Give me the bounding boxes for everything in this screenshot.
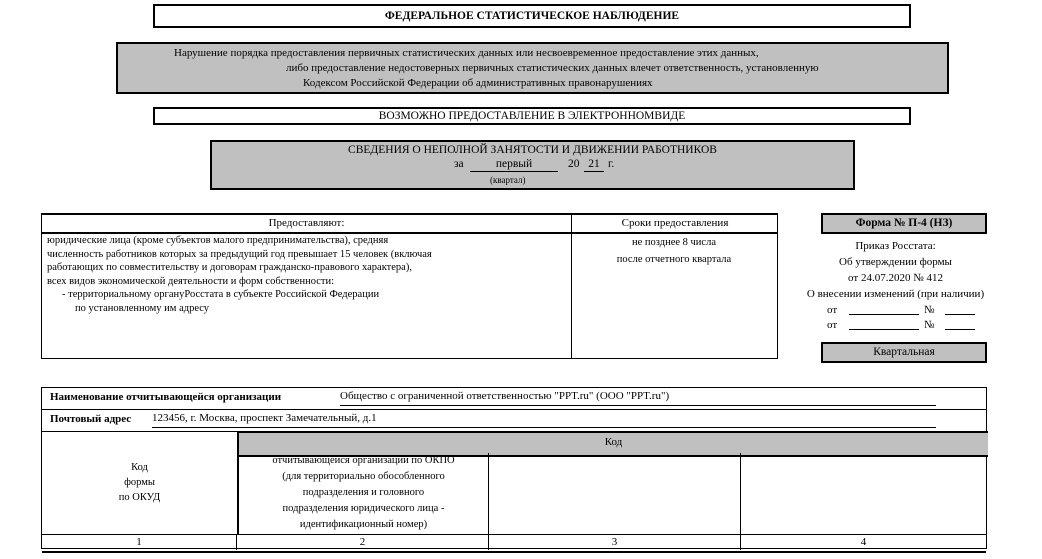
- address-field[interactable]: 123456, г. Москва, проспект Замечательный, д.1: [152, 412, 936, 428]
- okpo-line: подразделения юридического лица -: [282, 503, 445, 514]
- column-number: 4: [860, 536, 867, 548]
- column-number: 3: [489, 535, 741, 550]
- federal-observation-banner: [153, 4, 911, 28]
- okud-line: формы: [124, 477, 155, 488]
- okpo-line: отчитывающейся организации по ОКПО: [272, 455, 455, 466]
- order-line: Приказ Росстата:: [855, 240, 936, 252]
- period-za-label: за: [454, 158, 464, 170]
- amendment-number-label: №: [924, 304, 935, 316]
- okpo-line: подразделения и головного: [302, 487, 425, 498]
- amendment-date-label: от: [827, 304, 838, 316]
- okud-line: по ОКУД: [118, 492, 161, 503]
- column-numbers-row: [42, 534, 986, 553]
- amendment-date-field[interactable]: [849, 329, 919, 330]
- okud-line: Код: [131, 462, 148, 473]
- deadlines-header: Сроки предоставления: [571, 214, 778, 234]
- okpo-line: идентификационный номер): [299, 519, 428, 530]
- order-info: [793, 238, 998, 332]
- okpo-line: (для территориально обособленного: [282, 471, 445, 482]
- deadline-line: после отчетного квартала: [616, 254, 732, 265]
- order-line: от 24.07.2020 № 412: [848, 272, 943, 284]
- providers-description: [47, 234, 567, 315]
- providers-line: по установленному им адресу: [75, 302, 210, 314]
- federal-title: ФЕДЕРАЛЬНОЕ СТАТИСТИЧЕСКОЕ НАБЛЮДЕНИЕ: [384, 10, 680, 22]
- address-row: [42, 409, 986, 432]
- form-number: Форма № П-4 (НЗ): [855, 217, 953, 229]
- providers-header: Предоставляют:: [42, 214, 571, 234]
- code-column-4[interactable]: [741, 453, 986, 534]
- column-number: 2: [237, 535, 489, 550]
- periodicity-box: [821, 342, 987, 363]
- form-number-box: [821, 213, 987, 234]
- providers-line: - территориальному органуРосстата в субъекте Российской Федерации: [62, 289, 380, 300]
- amendment-number-field[interactable]: [945, 329, 975, 330]
- amendment-date-field[interactable]: [849, 314, 919, 315]
- warning-line: либо предоставление недостоверных первичных статистических данных влечет ответственность, установленную: [286, 62, 819, 74]
- okud-code-column: [42, 431, 237, 534]
- providers-line: всех видов экономической деятельности и форм собственности:: [47, 275, 335, 287]
- providers-line: юридические лица (кроме субъектов малого предпринимательства), средняя: [47, 235, 389, 246]
- year-suffix: г.: [608, 158, 615, 170]
- providers-line: работающих по совместительству и договорам гражданско-правового характера),: [47, 262, 412, 273]
- quarter-field[interactable]: первый: [470, 158, 558, 172]
- amendment-number-label: №: [924, 319, 935, 331]
- providers-table: [41, 213, 778, 359]
- year-field[interactable]: 21: [584, 158, 604, 172]
- quarter-caption: (квартал): [490, 175, 526, 185]
- amendment-row: [793, 302, 998, 317]
- address-label: Почтовый адрес: [50, 413, 132, 425]
- org-name-row: [42, 388, 986, 410]
- year-prefix: 20: [568, 158, 580, 170]
- code-column-3[interactable]: [489, 453, 741, 534]
- amendment-date-label: от: [827, 319, 838, 331]
- providers-line: численность работников которых за предыдущий год превышает 15 человек (включая: [47, 248, 432, 260]
- warning-line: Кодексом Российской Федерации об административных правонарушениях: [303, 77, 653, 89]
- organization-table: [41, 387, 987, 549]
- org-name-label: Наименование отчитывающейся организации: [50, 391, 282, 403]
- deadlines-description: [571, 234, 777, 268]
- okpo-code-column: [237, 453, 489, 534]
- order-line: О внесении изменений (при наличии): [806, 288, 985, 300]
- electronic-submission-banner: [153, 107, 911, 125]
- report-title: СВЕДЕНИЯ О НЕПОЛНОЙ ЗАНЯТОСТИ И ДВИЖЕНИИ РАБОТНИКОВ: [348, 144, 717, 156]
- deadline-line: не позднее 8 числа: [632, 237, 716, 248]
- warning-line: Нарушение порядка предоставления первичных статистических данных или несвоевременное предоставление этих данных,: [174, 47, 759, 59]
- amendment-number-field[interactable]: [945, 314, 975, 315]
- code-header: Код: [237, 431, 988, 457]
- org-name-field[interactable]: Общество с ограниченной ответственностью "PPT.ru" (ООО "PPT.ru"): [340, 390, 936, 406]
- order-line: Об утверждении формы: [839, 256, 952, 268]
- electronic-notice: ВОЗМОЖНО ПРЕДОСТАВЛЕНИЕ В ЭЛЕКТРОННОМВИДЕ: [378, 110, 686, 122]
- periodicity: Квартальная: [873, 346, 935, 358]
- liability-warning: [116, 42, 949, 94]
- report-title-box: [210, 140, 855, 190]
- column-number: 1: [42, 535, 237, 550]
- amendment-row: [793, 317, 998, 332]
